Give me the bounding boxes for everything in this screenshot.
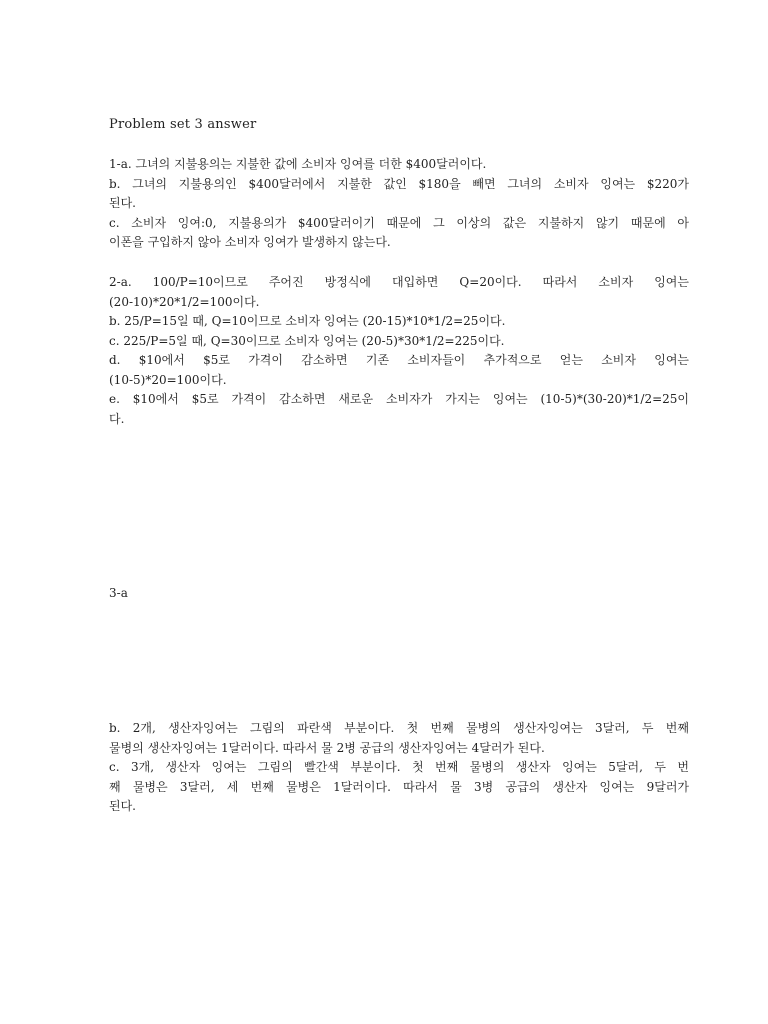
answer-1b: b. 그녀의 지불용의인 $400달러에서 지불한 값인 $180을 빼면 그녀의 소비자 잉여는 $220가 — [109, 176, 689, 191]
answer-3a — [109, 584, 689, 604]
answer-1c: c. 소비자 잉여:0, 지불용의가 $400달러이기 때문에 그 이상의 값은 지불하지 않기 때문에 아 — [109, 215, 689, 230]
answer-3b: b. 2개, 생산자잉여는 그림의 파란색 부분이다. 첫 번째 물병의 생산자잉여는 3달러, 두 번째 — [109, 721, 689, 735]
answer-2c: c. 225/P=5일 때, Q=30이므로 소비자 잉여는 (20-5)*30*1/2=225이다. — [109, 333, 505, 348]
answer-2d: d. $10에서 $5로 가격이 감소하면 기존 소비자들이 추가적으로 얻는 소비자 잉여는 — [109, 353, 689, 367]
page-title: Problem set 3 answer — [109, 117, 257, 132]
answer-3c-cont: 째 물병은 3달러, 세 번째 물병은 1달러이다. 따라서 물 3병 공급의 생산자 잉여는 9달러가 — [109, 779, 689, 794]
answer-3bc — [109, 719, 689, 817]
answer-2a: 2-a. 100/P=10이므로 주어진 방정식에 대입하면 Q=20이다. 따라서 소비자 잉여는 — [109, 275, 689, 289]
answer-3b-cont: 물병의 생산자잉여는 1달러이다. 따라서 물 2병 공급의 생산자잉여는 4달러가 된다. — [109, 740, 545, 755]
answer-2a-cont: (20-10)*20*1/2=100이다. — [109, 294, 260, 309]
answer-1b-cont: 된다. — [109, 196, 136, 210]
answer-1c-cont: 이폰을 구입하지 않아 소비자 잉여가 발생하지 않는다. — [109, 235, 391, 249]
answer-3c: c. 3개, 생산자 잉여는 그림의 빨간색 부분이다. 첫 번째 물병의 생산자 잉여는 5달러, 두 번 — [109, 760, 689, 774]
answer-1a: 1-a. 그녀의 지불용의는 지불한 값에 소비자 잉여를 더한 $400달러이다. — [109, 157, 487, 171]
answer-1 — [109, 155, 689, 253]
answer-3c-cont2: 된다. — [109, 799, 136, 813]
answer-2 — [109, 273, 689, 429]
answer-2e: e. $10에서 $5로 가격이 감소하면 새로운 소비자가 가지는 잉여는 (10-5)*(30-20)*1/2=25이 — [109, 392, 689, 406]
answer-2d-cont: (10-5)*20=100이다. — [109, 372, 227, 387]
answer-3a-heading: 3-a — [109, 586, 128, 600]
answer-2b: b. 25/P=15일 때, Q=10이므로 소비자 잉여는 (20-15)*10*1/2=25이다. — [109, 314, 506, 328]
answer-2e-cont: 다. — [109, 411, 125, 426]
